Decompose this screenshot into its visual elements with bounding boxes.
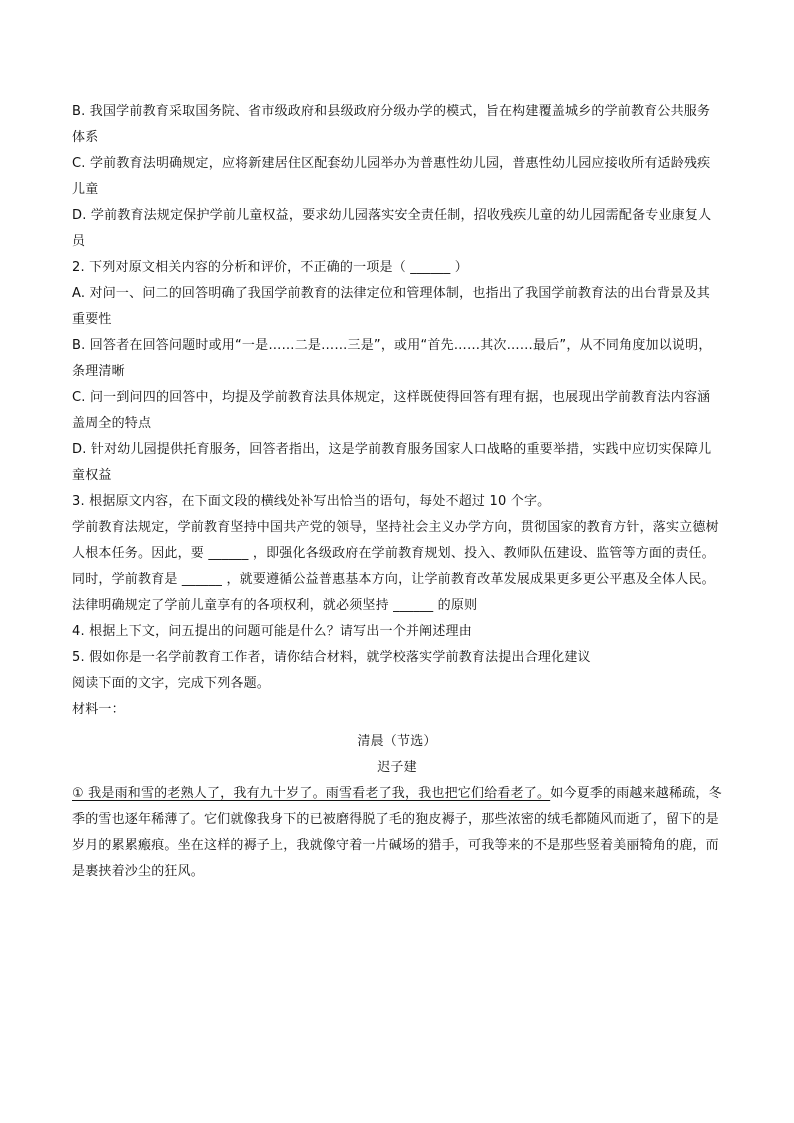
option-c-statement: C. 学前教育法明确规定，应将新建居住区配套幼儿园举办为普惠性幼儿园，普惠性幼儿园应接收所有适龄残疾儿童 <box>72 156 711 197</box>
underlined-sentence: ① 我是雨和雪的老熟人了，我有九十岁了。雨雪看老了我，我也把它们给看老了。 <box>72 786 551 801</box>
question-3-passage: 学前教育法规定，学前教育坚持中国共产党的领导，坚持社会主义办学方向，贯彻国家的教育方针，落实立德树人根本任务。因此，要 ______ ，即强化各级政府在学前教育规划、投入、教师队伍建设、监管等方面的责任。同时，学前教育是 ______ ，就要遵循公益普惠基本方向，让学前教育改革发展成果更多更公平惠及全体人民。法律明确规定了学前儿童享有的各项权利，就必须坚持 ______ 的原则 <box>72 520 719 613</box>
material-label: 材料一： <box>72 702 125 717</box>
article-paragraph-1 <box>72 781 722 885</box>
q2-option-a: A. 对问一、问二的回答明确了我国学前教育的法律定位和管理体制，也指出了我国学前教育法的出台背景及其重要性 <box>72 286 710 327</box>
q2-option-b: B. 回答者在回答问题时或用“一是……二是……三是”，或用“首先……其次……最后”，从不同角度加以说明，条理清晰 <box>72 338 712 379</box>
paragraph-text: 如今夏季的雨越来越稀疏，冬季的雪也逐年稀薄了。它们就像我身下的已被磨得脱了毛的狍皮褥子，那些浓密的绒毛都随风而逝了，留下的是岁月的累累瘢痕。坐在这样的褥子上，我就像守着一片碱场的猎手，可我等来的不是那些竖着美丽犄角的鹿，而是裹挟着沙尘的狂风。 <box>72 786 722 879</box>
q2-option-d: D. 针对幼儿园提供托育服务，回答者指出，这是学前教育服务国家人口战略的重要举措，实践中应切实保障儿童权益 <box>72 442 712 483</box>
q2-option-c: C. 问一到问四的回答中，均提及学前教育法具体规定，这样既使得回答有理有据，也展现出学前教育法内容涵盖周全的特点 <box>72 390 711 431</box>
question-3: 3. 根据原文内容，在下面文段的横线处补写出恰当的语句，每处不超过 10 个字。 <box>72 494 551 509</box>
question-2: 2. 下列对原文相关内容的分析和评价，不正确的一项是（ ______ ） <box>72 260 469 275</box>
article-author: 迟子建 <box>377 760 417 775</box>
option-d-statement: D. 学前教育法规定保护学前儿童权益，要求幼儿园落实安全责任制，招收残疾儿童的幼儿园需配备专业康复人员 <box>72 208 712 249</box>
question-5: 5. 假如你是一名学前教育工作者，请你结合材料，就学校落实学前教育法提出合理化建议 <box>72 650 591 665</box>
document-body <box>72 99 722 885</box>
option-b-statement: B. 我国学前教育采取国务院、省市级政府和县级政府分级办学的模式，旨在构建覆盖城乡的学前教育公共服务体系 <box>72 104 711 145</box>
reading-instruction: 阅读下面的文字，完成下列各题。 <box>72 676 271 691</box>
article-title: 清晨（节选） <box>357 734 437 749</box>
question-4: 4. 根据上下文，问五提出的问题可能是什么？请写出一个并阐述理由 <box>72 624 472 639</box>
